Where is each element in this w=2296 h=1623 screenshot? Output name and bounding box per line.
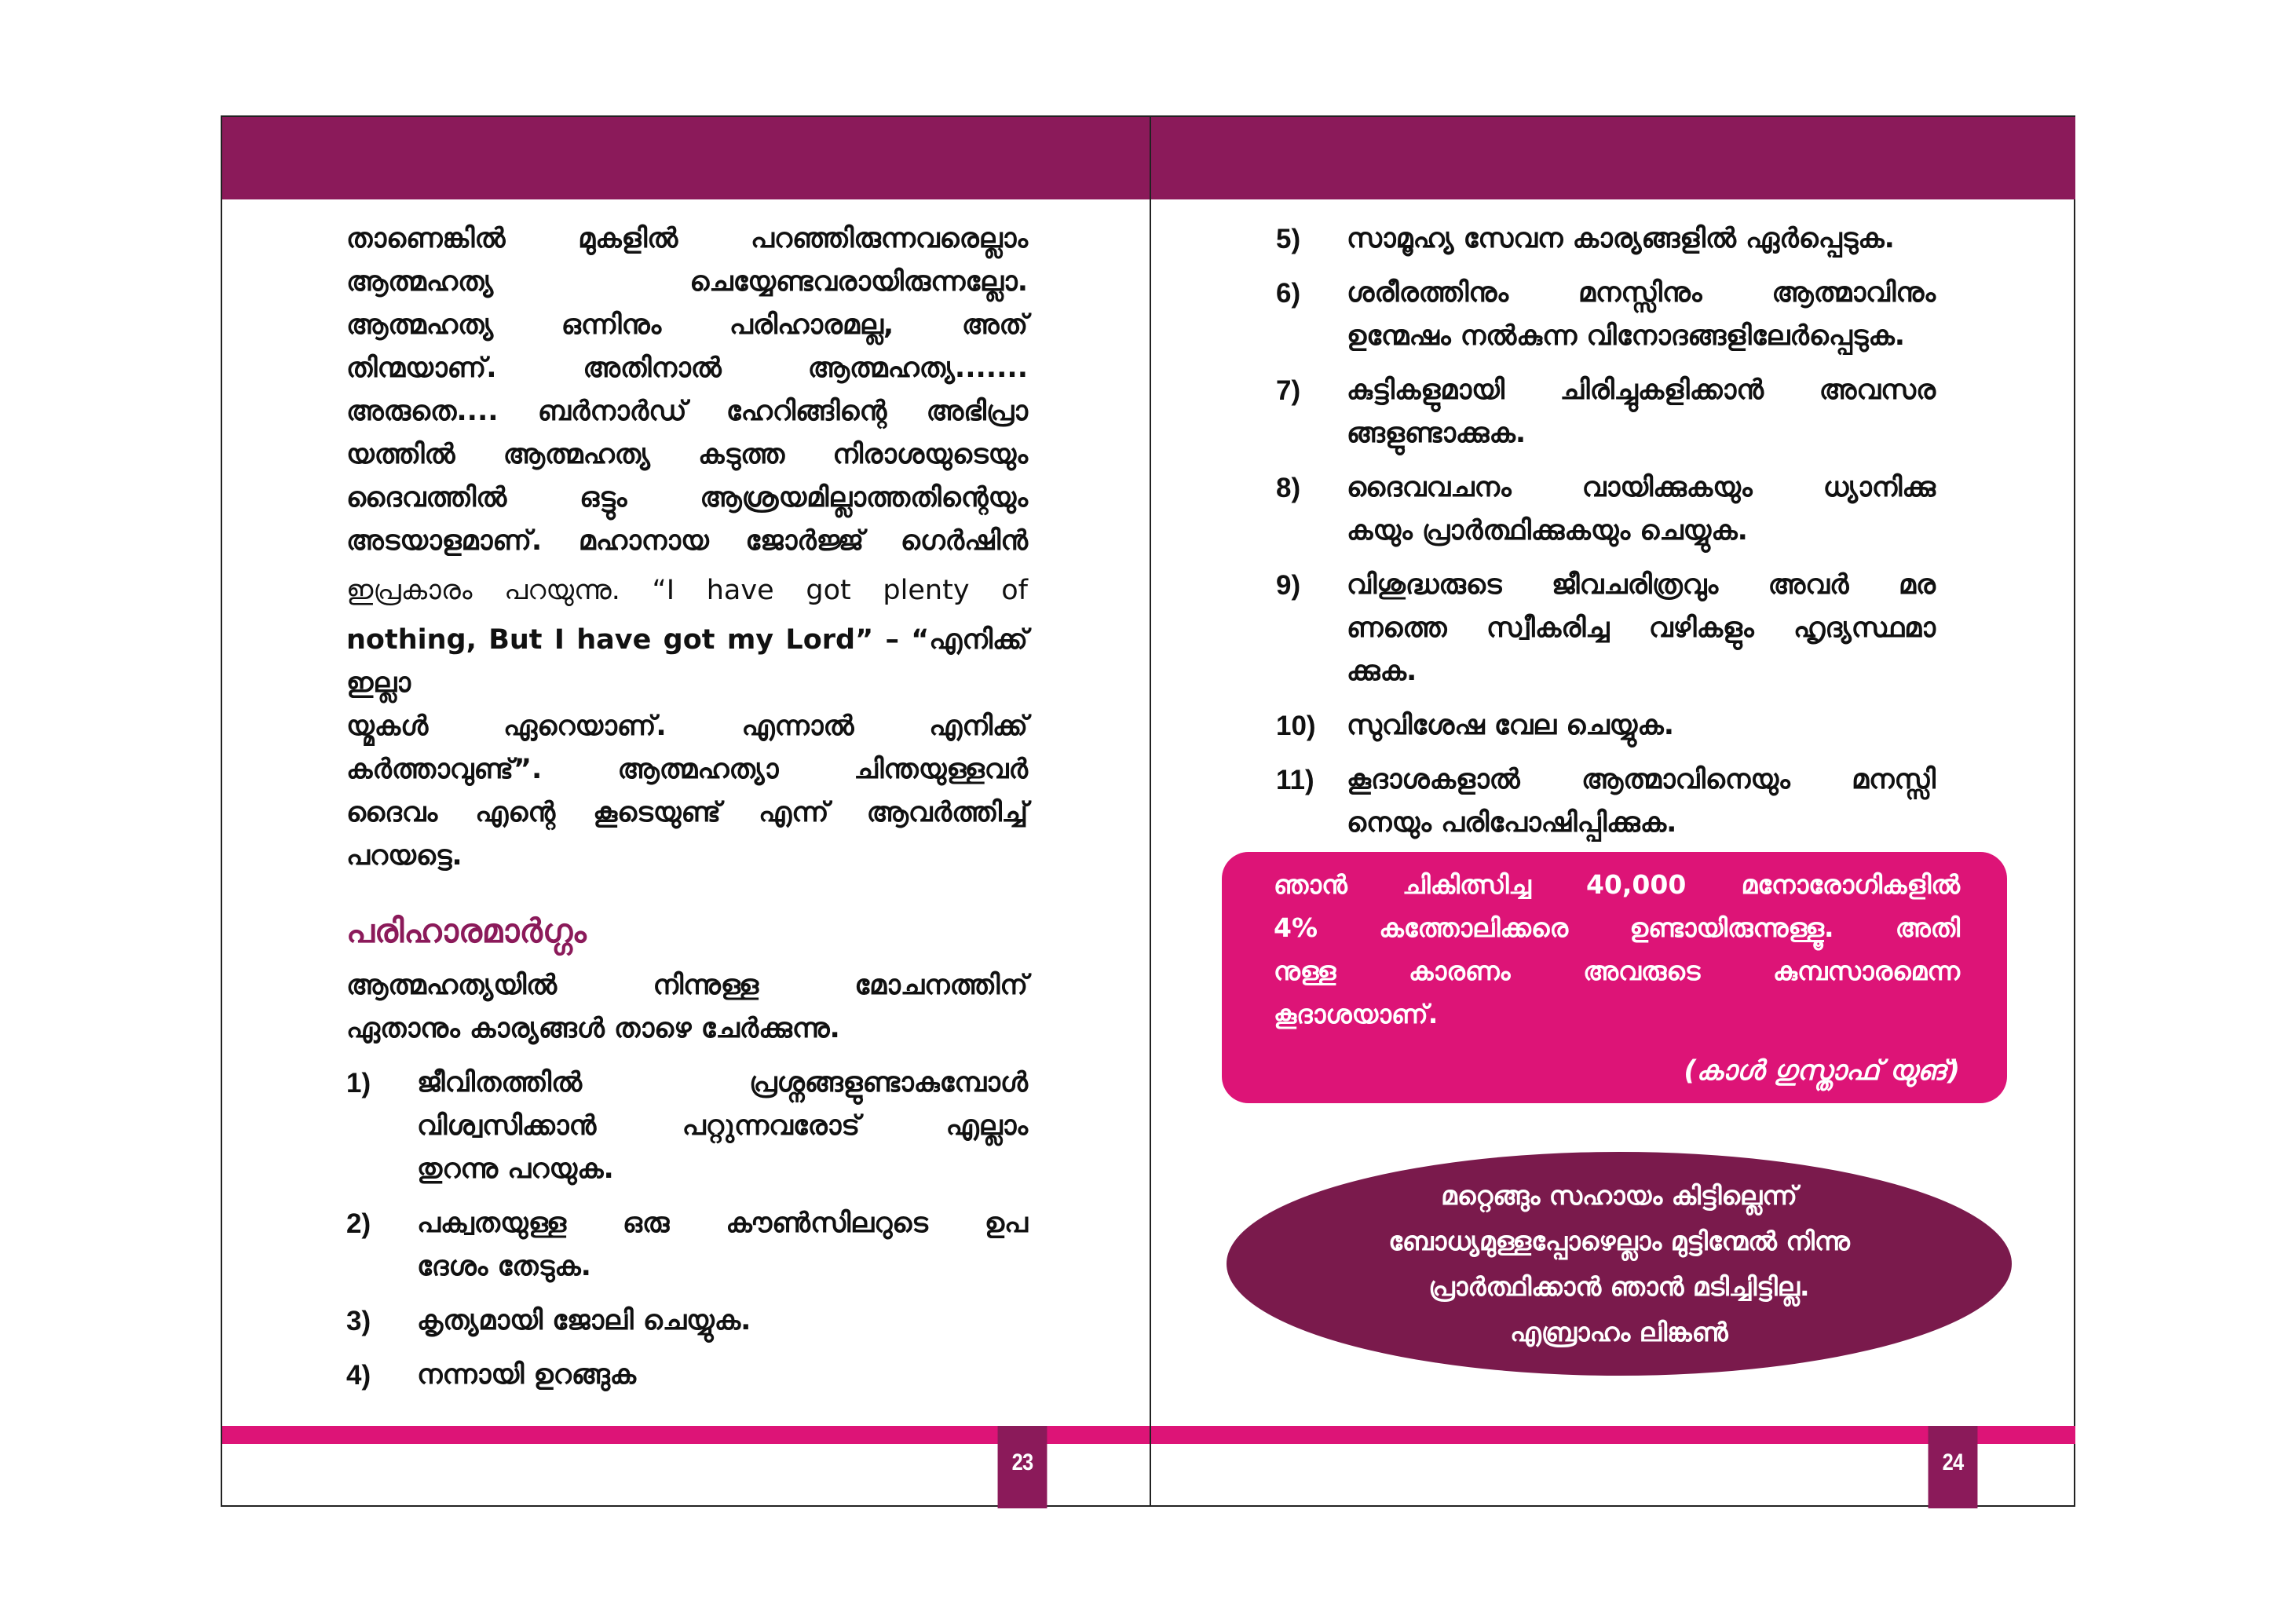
remedy-list [346,1062,1028,1397]
text-line: വിശ്വസിക്കാൻ പറ്റുന്നവരോട് എല്ലാം [417,1110,1028,1142]
quote-line: പ്രാർത്ഥിക്കാൻ ഞാൻ മടിച്ചിട്ടില്ല. [1428,1270,1810,1302]
text-line: തിന്മയാണ്. അതിനാൽ ആത്മഹത്യ....... [346,353,1028,384]
text-line: ഇപ്രകാരം പറയുന്നു. “I have got plenty of [346,575,1028,606]
left-page-text [346,217,1028,1408]
page-number: 23 [998,1426,1047,1508]
text-line: കൃത്യമായി ജോലി ചെയ്യുക. [417,1305,751,1336]
quote-line: ഞാൻ ചികിത്സിച്ച 40,000 മനോരോഗികളിൽ [1274,869,1960,900]
text-line: ആത്മഹത്യ ചെയ്യേണ്ടവരായിരുന്നല്ലോ. [346,266,1028,298]
text-line: താണെങ്കിൽ മുകളിൽ പറഞ്ഞിരുന്നവരെല്ലാം [346,223,1028,254]
text-line: പക്വതയുള്ള ഒരു കൗൺസിലറുടെ ഉപ [417,1208,1028,1239]
page-number: 24 [1929,1426,1978,1508]
list-item [346,1202,1028,1289]
text-line: ശരീരത്തിനും മനസ്സിനും ആത്മാവിനും [1347,277,1936,309]
remedy-list-continued [1276,217,1936,845]
right-page-text [1276,217,1936,856]
text-line: കയും പ്രാർത്ഥിക്കുകയും ചെയ്യുക. [1347,515,1748,546]
quote-author: (കാൾ ഗുസ്താഫ് യുങ്) [1684,1055,1960,1087]
text-line: ങ്ങളുണ്ടാക്കുക. [1347,418,1526,449]
quote-line: ബോധ്യമുള്ളപ്പോഴെല്ലാം മുട്ടിന്മേൽ നിന്നു [1388,1225,1850,1256]
section-heading: പരിഹാരമാർഗ്ഗം [346,912,587,950]
quote-line: 4% കത്തോലിക്കരെ ഉണ്ടായിരുന്നുള്ളൂ. അതി [1274,912,1960,943]
body-paragraph [346,217,1028,878]
quote-line: കൂദാശയാണ്. [1274,999,1439,1029]
page-24 [1150,117,2075,1505]
quote-line: നുള്ള കാരണം അവരുടെ കുമ്പസാരമെന്ന [1274,956,1960,986]
text-line: അടയാളമാണ്. മഹാനായ ജോർജ്ജ് ഗെർഷിൻ [346,525,1028,557]
text-line: നെയും പരിപോഷിപ്പിക്കുക. [1347,807,1677,839]
list-number: 10) [1276,711,1316,741]
list-item [1276,272,1936,358]
list-item [346,1354,1028,1397]
list-number: 7) [1276,375,1301,406]
text-line: ഉന്മേഷം നൽകുന്ന വിനോദങ്ങളിലേർപ്പെടുക. [1347,320,1906,352]
list-item [1276,758,1936,845]
list-number: 1) [346,1068,371,1098]
text-line: വിശുദ്ധരുടെ ജീവചരിത്രവും അവർ മര [1347,569,1936,601]
text-line: നന്നായി ഉറങ്ങുക [417,1359,637,1391]
text-line: ദൈവവചനം വായിക്കുകയും ധ്യാനിക്കു [1347,472,1936,503]
text-line: സുവിശേഷ വേല ചെയ്യുക. [1347,710,1674,741]
text-line: കുട്ടികളുമായി ചിരിച്ചുകളിക്കാൻ അവസര [1347,375,1936,406]
text-line: സാമൂഹ്യ സേവന കാര്യങ്ങളിൽ ഏർപ്പെടുക. [1347,223,1895,254]
text-line: nothing, But I have got my Lord” – “എനിക്ക് ഇല്ലാ [346,624,1028,699]
list-number: 3) [346,1306,371,1336]
list-number: 8) [1276,473,1301,503]
book-spread [221,115,2075,1507]
jung-quote-box [1222,852,2007,1103]
page-23 [222,117,1150,1505]
list-number: 4) [346,1360,371,1391]
text-line: യ്മകൾ ഏറെയാണ്. എന്നാൽ എനിക്ക് [346,711,1028,742]
list-item [346,1062,1028,1191]
text-line: പറയട്ടെ. [346,840,462,872]
header-band [222,117,1150,199]
text-line: യത്തിൽ ആത്മഹത്യ കടുത്ത നിരാശയുടെയും [346,439,1028,470]
text-line: ആത്മഹത്യ ഒന്നിനും പരിഹാരമല്ല, അത് [346,309,1028,341]
list-number: 11) [1276,765,1314,795]
text-line: ഏതാനും കാര്യങ്ങൾ താഴെ ചേർക്കുന്നു. [346,1013,840,1044]
list-item [1276,369,1936,455]
text-line: അരുതെ.... ബർനാർഡ് ഹേറിങ്ങിന്റെ അഭിപ്രാ [346,396,1028,427]
header-band [1151,117,2075,199]
list-number: 9) [1276,570,1301,601]
list-item [1276,704,1936,748]
text-line: ണത്തെ സ്വീകരിച്ച വഴികളും ഹൃദ്യസ്ഥമാ [1347,612,1936,644]
text-line: ക്കുക. [1347,656,1417,687]
list-item [1276,466,1936,553]
text-line: ആത്മഹത്യയിൽ നിന്നുള്ള മോചനത്തിന് [346,970,1028,1001]
text-line: ദൈവത്തിൽ ഒട്ടും ആശ്രയമില്ലാത്തതിന്റെയും [346,482,1028,514]
quote-line: മറ്റെങ്ങും സഹായം കിട്ടില്ലെന്ന് [1441,1179,1797,1211]
list-item [1276,564,1936,693]
lincoln-quote-oval [1227,1152,2012,1376]
list-item [1276,217,1936,261]
list-number: 2) [346,1208,371,1239]
list-number: 5) [1276,224,1301,254]
quote-author: എബ്രാഹം ലിങ്കൺ [1510,1316,1728,1347]
list-number: 6) [1276,278,1301,309]
text-line: കൂദാശകളാൽ ആത്മാവിനെയും മനസ്സി [1347,764,1936,795]
intro-paragraph [346,964,1028,1051]
text-line: തുറന്നു പറയുക. [417,1153,614,1185]
text-line: ദേശം തേടുക. [417,1251,591,1282]
text-line: കർത്താവുണ്ട്”. ആത്മഹത്യാ ചിന്തയുള്ളവർ [346,754,1028,785]
list-item [346,1299,1028,1343]
text-line: ജീവിതത്തിൽ പ്രശ്നങ്ങളുണ്ടാകുമ്പോൾ [417,1067,1028,1098]
text-line: ദൈവം എന്റെ കൂടെയുണ്ട് എന്ന് ആവർത്തിച്ച് [346,797,1028,828]
